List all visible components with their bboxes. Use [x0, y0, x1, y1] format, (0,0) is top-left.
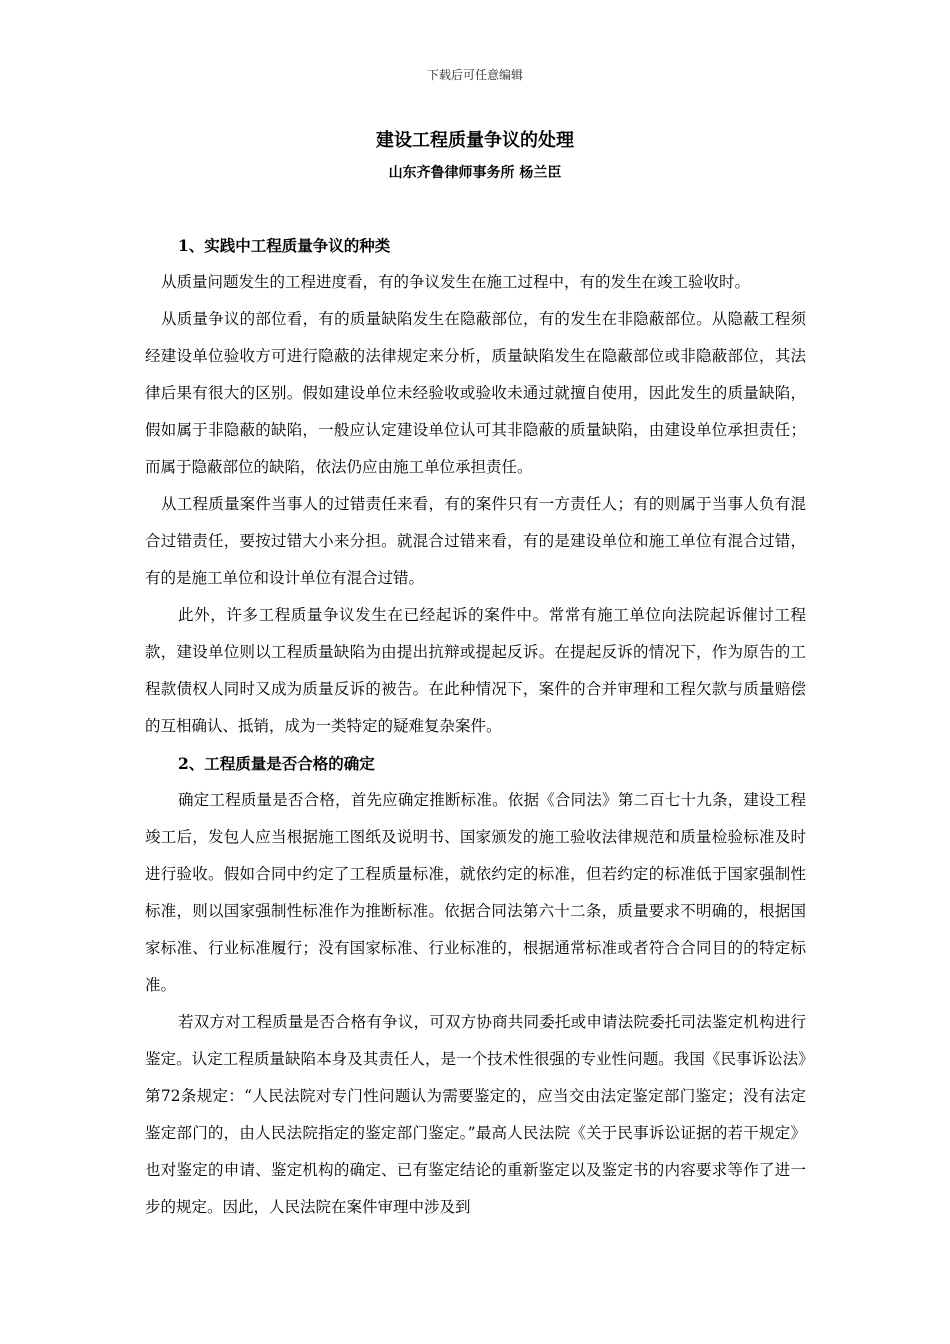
body-paragraph: 从质量争议的部位看，有的质量缺陷发生在隐蔽部位，有的发生在非隐蔽部位。从隐蔽工程须经建设单位验收方可进行隐蔽的法律规定来分析，质量缺陷发生在隐蔽部位或非隐蔽部位，其法律后果有很大的区别。假如建设单位未经验收或验收未通过就擅自使用，因此发生的质量缺陷，假如属于非隐蔽的缺陷，一般应认定建设单位认可其非隐蔽的质量缺陷，由建设单位承担责任；而属于隐蔽部位的缺陷，依法仍应由施工单位承担责任。 — [145, 310, 806, 476]
document-title: 建设工程质量争议的处理 — [376, 130, 574, 151]
document-body — [145, 227, 806, 1226]
header-note: 下载后可任意编辑 — [426, 68, 523, 82]
body-paragraph: 此外，许多工程质量争议发生在已经起诉的案件中。常常有施工单位向法院起诉催讨工程款，建设单位则以工程质量缺陷为由提出抗辩或提起反诉。在提起反诉的情况下，作为原告的工程款债权人同时又成为质量反诉的被告。在此种情况下，案件的合并审理和工程欠款与质量赔偿的互相确认、抵销，成为一类特定的疑难复杂案件。 — [145, 606, 806, 735]
body-paragraph: 确定工程质量是否合格，首先应确定推断标准。依据《合同法》第二百七十九条，建设工程竣工后，发包人应当根据施工图纸及说明书、国家颁发的施工验收法律规范和质量检验标准及时进行验收。假如合同中约定了工程质量标准，就依约定的标准，但若约定的标准低于国家强制性标准，则以国家强制性标准作为推断标准。依据合同法第六十二条，质量要求不明确的，根据国家标准、行业标准履行；没有国家标准、行业标准的，根据通常标准或者符合合同目的的特定标准。 — [145, 791, 806, 994]
body-paragraph: 若双方对工程质量是否合格有争议，可双方协商共同委托或申请法院委托司法鉴定机构进行鉴定。认定工程质量缺陷本身及其责任人，是一个技术性很强的专业性问题。我国《民事诉讼法》第72条规定：“人民法院对专门性问题认为需要鉴定的，应当交由法定鉴定部门鉴定；没有法定鉴定部门的，由人民法院指定的鉴定部门鉴定。”最高人民法院《关于民事诉讼证据的若干规定》也对鉴定的申请、鉴定机构的确定、已有鉴定结论的重新鉴定以及鉴定书的内容要求等作了进一步的规定。因此，人民法院在案件审理中涉及到 — [145, 1013, 806, 1216]
document-author: 山东齐鲁律师事务所 杨兰臣 — [388, 165, 562, 181]
body-paragraph: 从质量问题发生的工程进度看，有的争议发生在施工过程中，有的发生在竣工验收时。 — [161, 273, 751, 291]
section-heading: 1、实践中工程质量争议的种类 — [178, 236, 391, 255]
body-paragraph: 从工程质量案件当事人的过错责任来看，有的案件只有一方责任人；有的则属于当事人负有混合过错责任，要按过错大小来分担。就混合过错来看，有的是建设单位和施工单位有混合过错，有的是施工单位和设计单位有混合过错。 — [145, 495, 806, 587]
section-heading: 2、工程质量是否合格的确定 — [178, 754, 375, 773]
